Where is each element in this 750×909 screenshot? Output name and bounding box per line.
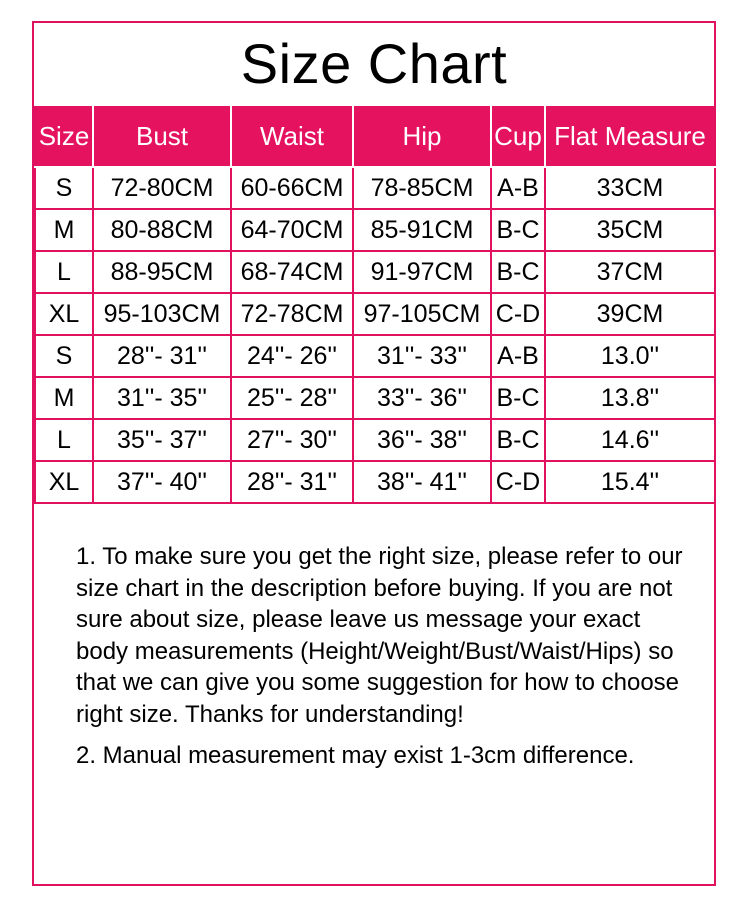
cell-flat-measure: 14.6''	[545, 419, 715, 461]
cell-bust: 72-80CM	[93, 167, 231, 209]
cell-bust: 88-95CM	[93, 251, 231, 293]
cell-size: L	[35, 251, 93, 293]
cell-flat-measure: 13.8''	[545, 377, 715, 419]
note-2: 2. Manual measurement may exist 1-3cm difference.	[76, 742, 635, 769]
cell-flat-measure: 37CM	[545, 251, 715, 293]
cell-cup: A-B	[491, 335, 545, 377]
cell-bust: 35''- 37''	[93, 419, 231, 461]
table-row	[35, 167, 715, 209]
cell-waist: 60-66CM	[231, 167, 353, 209]
cell-waist: 28''- 31''	[231, 461, 353, 503]
table-row	[35, 461, 715, 503]
cell-hip: 97-105CM	[353, 293, 491, 335]
cell-hip: 36''- 38''	[353, 419, 491, 461]
table-header-row	[35, 105, 715, 167]
cell-bust: 31''- 35''	[93, 377, 231, 419]
cell-waist: 64-70CM	[231, 209, 353, 251]
cell-flat-measure: 15.4''	[545, 461, 715, 503]
cell-bust: 80-88CM	[93, 209, 231, 251]
header-flat-measure: Flat Measure	[545, 105, 715, 167]
cell-waist: 25''- 28''	[231, 377, 353, 419]
table-row	[35, 251, 715, 293]
cell-hip: 85-91CM	[353, 209, 491, 251]
header-waist: Waist	[231, 105, 353, 167]
header-size: Size	[35, 105, 93, 167]
cell-hip: 38''- 41''	[353, 461, 491, 503]
cell-cup: C-D	[491, 293, 545, 335]
notes	[76, 541, 696, 782]
cell-size: M	[35, 209, 93, 251]
table-row	[35, 209, 715, 251]
cell-hip: 91-97CM	[353, 251, 491, 293]
cell-cup: B-C	[491, 377, 545, 419]
cell-bust: 95-103CM	[93, 293, 231, 335]
cell-cup: A-B	[491, 167, 545, 209]
cell-size: S	[35, 167, 93, 209]
cell-cup: B-C	[491, 251, 545, 293]
cell-cup: B-C	[491, 419, 545, 461]
header-hip: Hip	[353, 105, 491, 167]
cell-hip: 31''- 33''	[353, 335, 491, 377]
cell-waist: 27''- 30''	[231, 419, 353, 461]
table-row	[35, 335, 715, 377]
cell-bust: 37''- 40''	[93, 461, 231, 503]
note-1: 1. To make sure you get the right size, please refer to our size chart in the description before buying. If you are not sure about size, please leave us message your exact body measurements (Height/Weight/Bust/Waist/Hips) so that we can give you some suggestion for how to choose right size. Thanks for understanding!	[76, 543, 683, 728]
cell-size: S	[35, 335, 93, 377]
cell-size: XL	[35, 461, 93, 503]
cell-bust: 28''- 31''	[93, 335, 231, 377]
cell-flat-measure: 39CM	[545, 293, 715, 335]
cell-cup: B-C	[491, 209, 545, 251]
cell-cup: C-D	[491, 461, 545, 503]
cell-hip: 33''- 36''	[353, 377, 491, 419]
cell-flat-measure: 13.0''	[545, 335, 715, 377]
cell-size: XL	[35, 293, 93, 335]
cell-waist: 24''- 26''	[231, 335, 353, 377]
cell-flat-measure: 35CM	[545, 209, 715, 251]
cell-size: L	[35, 419, 93, 461]
size-chart-frame	[32, 21, 716, 886]
size-table	[34, 104, 716, 504]
page-title: Size Chart	[240, 32, 508, 95]
cell-flat-measure: 33CM	[545, 167, 715, 209]
table-row	[35, 293, 715, 335]
table-row	[35, 419, 715, 461]
cell-size: M	[35, 377, 93, 419]
cell-waist: 72-78CM	[231, 293, 353, 335]
header-bust: Bust	[93, 105, 231, 167]
cell-hip: 78-85CM	[353, 167, 491, 209]
cell-waist: 68-74CM	[231, 251, 353, 293]
table-row	[35, 377, 715, 419]
table-body	[35, 167, 715, 503]
header-cup: Cup	[491, 105, 545, 167]
